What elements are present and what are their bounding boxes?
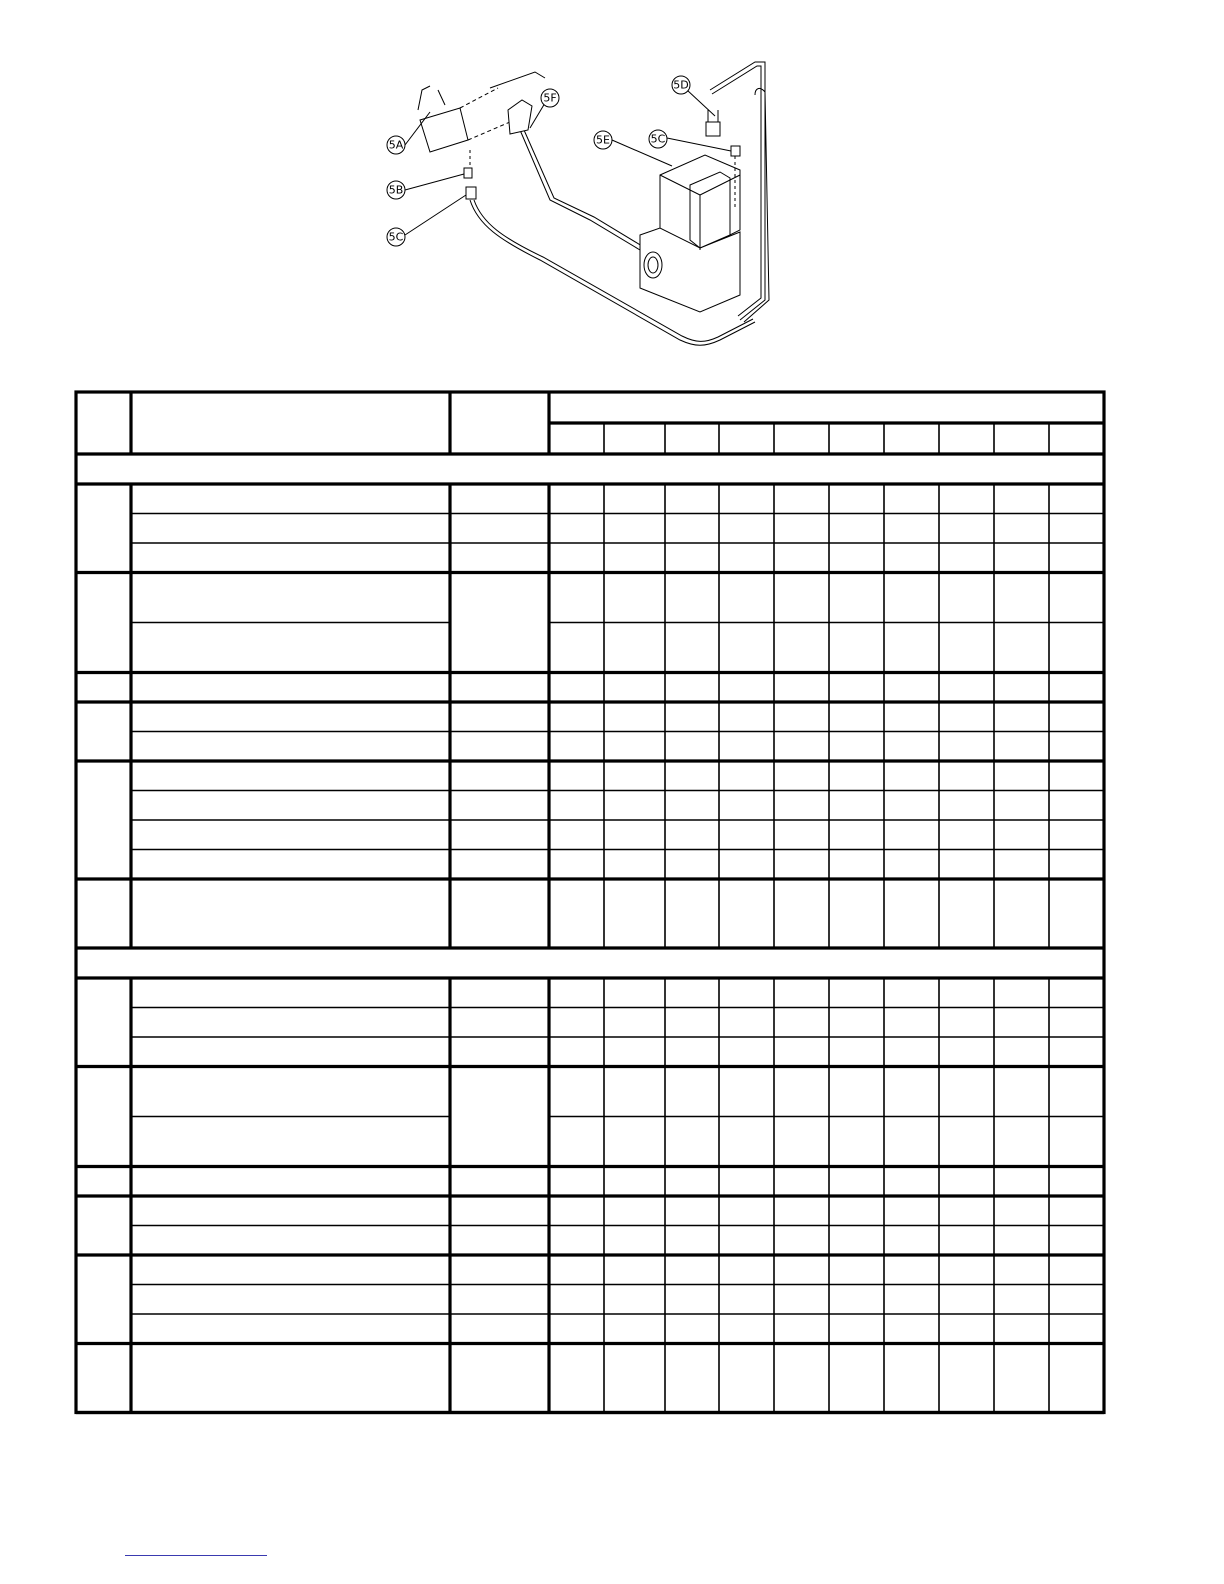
callout-label-5d: 5D [673, 78, 689, 92]
callout-label-5a: 5A [388, 138, 404, 152]
callout-label-5f: 5F [543, 91, 557, 105]
callout-label-5c-right: 5C [650, 132, 666, 146]
callout-label-5b: 5B [388, 183, 404, 197]
callout-label-5e: 5E [596, 133, 610, 147]
callout-label-5c-left: 5C [388, 230, 404, 244]
footer-link-underline[interactable] [125, 1555, 267, 1556]
table-outer-border [76, 392, 1104, 1413]
